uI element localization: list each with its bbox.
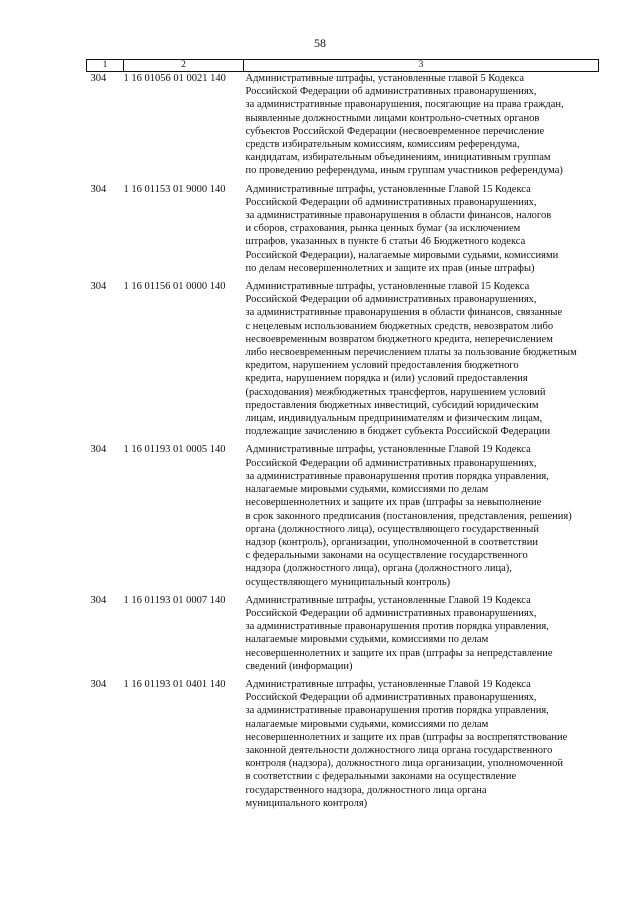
description-line: Российской Федерации об административных правонарушениях, <box>245 86 537 98</box>
description-line: кредита, нарушением порядка и (или) условий предоставления <box>245 373 528 385</box>
table-row <box>87 443 599 593</box>
admin-code-cell: 304 <box>90 281 107 293</box>
budget-code-cell: 1 16 01193 01 0401 140 <box>123 678 226 690</box>
description-line: в срок законного предписания (постановления, представления, решения) <box>245 510 572 522</box>
description-line: либо несвоевременным перечислением платы за пользование бюджетным <box>245 347 577 359</box>
description-line: государственного надзора, должностного лица органа <box>245 784 487 796</box>
description-line: несовершеннолетних и защите их прав (штрафы за невыполнение <box>245 497 542 509</box>
description-line: несвоевременным возвратом бюджетного кредита, неперечислением <box>245 333 553 345</box>
description-line: средств избирательным комиссиям, комиссиям референдума, <box>245 139 520 151</box>
description-line: налагаемые мировыми судьями, комиссиями по делам <box>245 718 489 730</box>
description-cell <box>244 280 599 443</box>
description-line: осуществляющего муниципальный контроль) <box>245 576 451 588</box>
description-line: лицам, индивидуальным предпринимателям и физическим лицам, <box>245 413 543 425</box>
description-line: за административные правонарушения в области финансов, налогов <box>245 210 552 222</box>
table-row <box>87 183 599 280</box>
description-line: надзор (контроль), организации, уполномоченной в соответствии <box>245 536 538 548</box>
admin-code-cell: 304 <box>90 678 107 690</box>
description-line: Административные штрафы, установленные Главой 19 Кодекса <box>245 678 531 690</box>
description-line: по делам несовершеннолетних и защите их прав (иные штрафы) <box>245 262 535 274</box>
description-line: Административные штрафы, установленные главой 15 Кодекса <box>245 281 530 293</box>
description-line: штрафов, указанных в пункте 6 статьи 46 Бюджетного кодекса <box>245 236 526 248</box>
description-cell <box>244 594 599 678</box>
description-line: за административные правонарушения против порядка управления, <box>245 621 549 633</box>
description-line: кредитом, нарушением условий предоставления бюджетного <box>245 360 519 372</box>
description-line: несовершеннолетних и защите их прав (штрафы за воспрепятствование <box>245 731 568 743</box>
budget-code-cell: 1 16 01153 01 9000 140 <box>123 183 226 195</box>
table-body <box>87 72 599 815</box>
description-line: и сборов, страхования, рынка ценных бумаг (за исключением <box>245 223 521 235</box>
admin-code-cell: 304 <box>90 73 107 84</box>
description-line: в соответствии с федеральными законами на осуществление <box>245 771 517 783</box>
description-line: с нецелевым использованием бюджетных средств, невозвратом либо <box>245 320 554 332</box>
description-line: органа (должностного лица), осуществляющего государственный <box>245 523 539 535</box>
description-line: Российской Федерации об административных правонарушениях, <box>245 196 537 208</box>
column-header-1: 1 <box>87 60 124 72</box>
description-cell <box>244 443 599 593</box>
description-line: налагаемые мировыми судьями, комиссиями по делам <box>245 484 489 496</box>
admin-code-cell: 304 <box>90 594 107 606</box>
description-line: Административные штрафы, установленные Главой 19 Кодекса <box>245 444 531 456</box>
description-line: Административные штрафы, установленные Главой 15 Кодекса <box>245 183 531 195</box>
description-line: за административные правонарушения против порядка управления, <box>245 705 549 717</box>
budget-classification-table <box>86 59 599 815</box>
description-line: несовершеннолетних и защите их прав (штрафы за непредставление <box>245 647 553 659</box>
description-cell <box>244 183 599 280</box>
description-line: по проведению референдума, иным группам участников референдума) <box>245 165 563 177</box>
description-line: за административные правонарушения против порядка управления, <box>245 470 549 482</box>
description-line: (расходования) межбюджетных трансфертов, нарушением условий <box>245 386 546 398</box>
description-line: кандидатам, избирательным объединениям, инициативным группам <box>245 152 551 164</box>
table-header-row <box>87 60 599 72</box>
description-line: надзора (должностного лица), органа (должностного лица), <box>245 563 512 575</box>
description-line: Российской Федерации об административных правонарушениях, <box>245 457 537 469</box>
description-line: Российской Федерации об административных правонарушениях, <box>245 294 537 306</box>
budget-code-cell: 1 16 01193 01 0005 140 <box>123 444 226 456</box>
description-line: за административные правонарушения в области финансов, связанные <box>245 307 563 319</box>
column-header-3: 3 <box>244 60 599 72</box>
table-header <box>87 60 599 72</box>
description-line: с федеральными законами на осуществление государственного <box>245 550 528 562</box>
description-line: подлежащие зачислению в бюджет субъекта Российской Федерации <box>245 426 551 438</box>
description-line: Российской Федерации), налагаемые мировыми судьями, комиссиями <box>245 249 559 261</box>
column-header-2: 2 <box>124 60 244 72</box>
page-number: 58 <box>314 36 326 50</box>
table-row <box>87 678 599 815</box>
table-row <box>87 280 599 443</box>
description-line: субъектов Российской Федерации (несвоевременное перечисление <box>245 125 545 137</box>
admin-code-cell: 304 <box>90 444 107 456</box>
description-line: муниципального контроля) <box>245 797 368 809</box>
description-line: налагаемые мировыми судьями, комиссиями по делам <box>245 634 489 646</box>
budget-code-cell: 1 16 01156 01 0000 140 <box>123 281 226 293</box>
description-line: законной деятельности должностного лица органа государственного <box>245 744 553 756</box>
description-line: контроля (надзора), должностного лица организации, уполномоченной <box>245 758 564 770</box>
description-line: Российской Федерации об административных правонарушениях, <box>245 692 537 704</box>
table-row <box>87 72 599 183</box>
description-line: сведений (информации) <box>245 660 353 672</box>
description-line: выявленные должностными лицами контрольно-счетных органов <box>245 112 540 124</box>
admin-code-cell: 304 <box>90 183 107 195</box>
description-line: Российской Федерации об административных правонарушениях, <box>245 607 537 619</box>
description-line: за административные правонарушения, посягающие на права граждан, <box>245 99 564 111</box>
description-line: предоставления бюджетных инвестиций, субсидий юридическим <box>245 399 539 411</box>
description-cell <box>244 678 599 815</box>
description-line: Административные штрафы, установленные Главой 19 Кодекса <box>245 594 531 606</box>
description-cell <box>244 72 599 183</box>
description-line: Административные штрафы, установленные главой 5 Кодекса <box>245 73 524 84</box>
table-row <box>87 594 599 678</box>
budget-code-cell: 1 16 01193 01 0007 140 <box>123 594 226 606</box>
budget-code-cell: 1 16 01056 01 0021 140 <box>123 73 226 84</box>
